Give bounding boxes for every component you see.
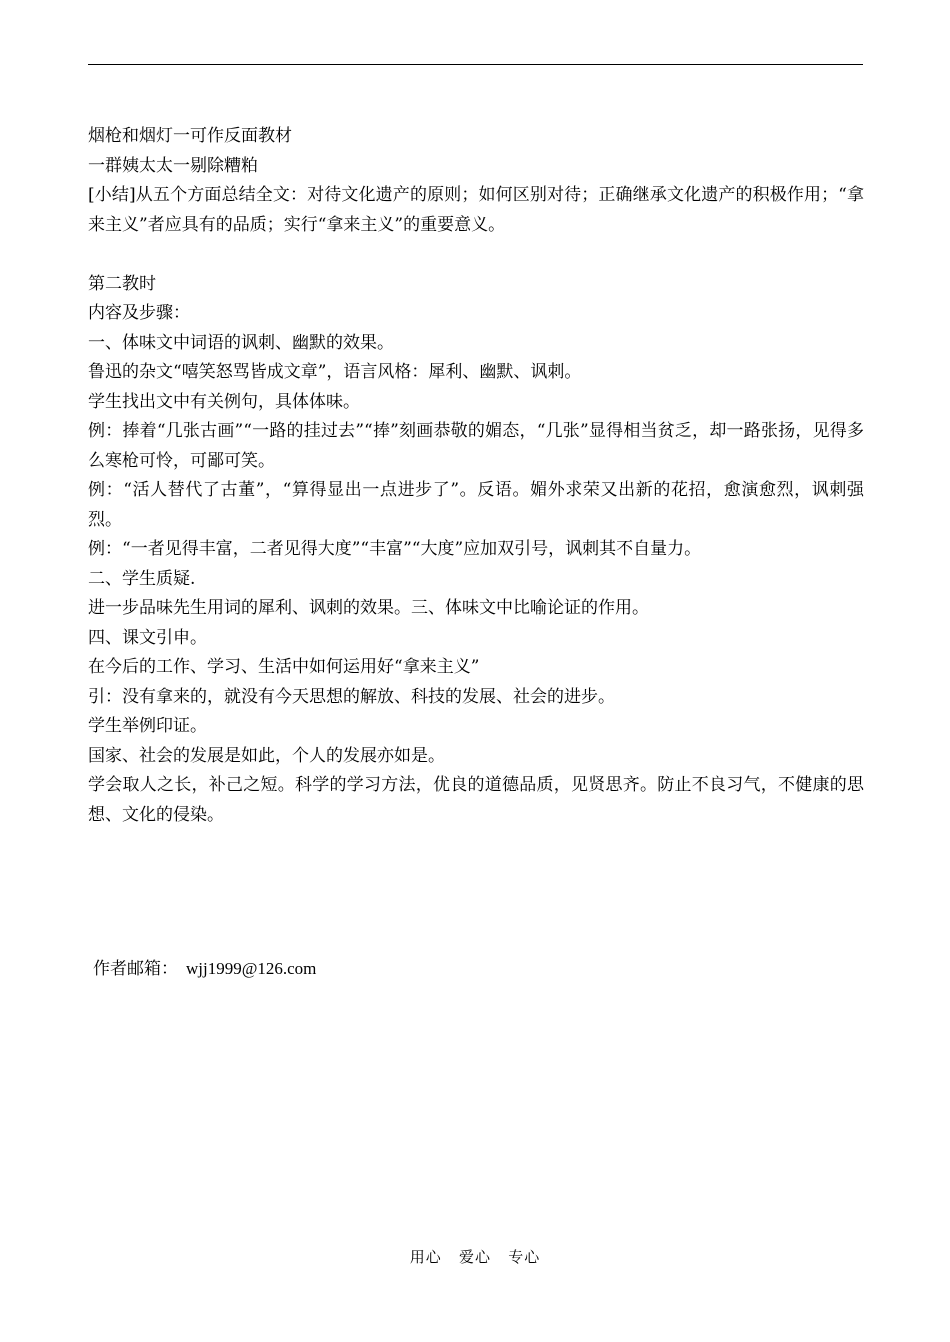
paragraph-11: 例：“活人替代了古董”，“算得显出一点进步了”。反语。媚外求荣又出新的花招，愈演愈烈，讽刺强烈。 [88,480,864,530]
paragraph-7: 一、体味文中词语的讽刺、幽默的效果。 [88,332,394,353]
author-contact [93,954,316,985]
author-label: 作者邮箱： [93,959,178,979]
paragraph-16: 在今后的工作、学习、生活中如何运用好“拿来主义” [88,657,480,677]
paragraph-9: 学生找出文中有关例句，具体体味。 [88,391,360,412]
paragraph-12: 例：“一者见得丰富，二者见得大度”“丰富”“大度”应加双引号，讽刺其不自量力。 [88,539,702,559]
paragraph-6: 内容及步骤： [88,303,190,323]
paragraph-15: 四、课文引申。 [88,627,207,648]
paragraph-18: 学生举例印证。 [88,716,207,736]
section-heading: 第二教时 [88,273,156,294]
paragraph-10: 例：捧着“几张古画”“一路的挂过去”“捧”刻画恭敬的媚态，“几张”显得相当贫乏，却一路张扬，见得多么寒枪可怜，可鄙可笑。 [88,421,864,471]
paragraph-19: 国家、社会的发展是如此，个人的发展亦如是。 [88,745,445,766]
page-footer: 用心 爱心 专心 [409,1248,541,1266]
paragraph-20: 学会取人之长，补己之短。科学的学习方法，优良的道德品质，见贤思齐。防止不良习气，不健康的思想、文化的侵染。 [88,775,864,825]
header-rule [88,64,863,65]
paragraph-8: 鲁迅的杂文“嘻笑怒骂皆成文章”，语言风格：犀利、幽默、讽刺。 [88,362,582,382]
paragraph-1: 烟枪和烟灯一可作反面教材 [88,126,292,146]
blank-line [88,240,864,270]
paragraph-summary: [小结]从五个方面总结全文：对待文化遗产的原则；如何区别对待；正确继承文化遗产的积极作用；“拿来主义”者应具有的品质；实行“拿来主义”的重要意义。 [88,185,864,235]
paragraph-17: 引：没有拿来的，就没有今天思想的解放、科技的发展、社会的进步。 [88,686,615,707]
author-email: wjj1999@126.com [186,959,317,978]
paragraph-13: 二、学生质疑. [88,568,196,589]
paragraph-14: 进一步品味先生用词的犀利、讽刺的效果。三、体味文中比喻论证的作用。 [88,598,649,618]
paragraph-2: 一群姨太太一剔除糟粕 [88,155,258,176]
document-body [88,122,864,830]
